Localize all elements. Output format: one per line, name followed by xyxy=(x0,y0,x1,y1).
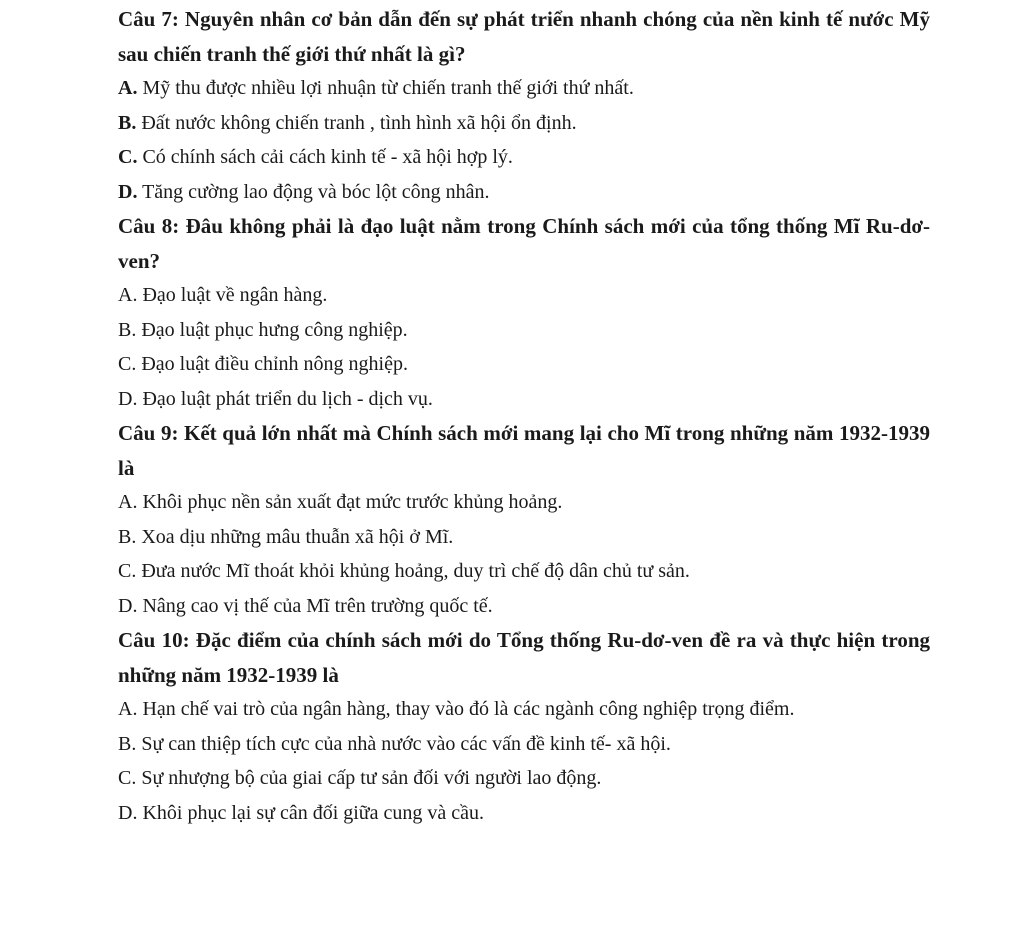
option-text: Xoa dịu những mâu thuẫn xã hội ở Mĩ. xyxy=(136,525,454,548)
option-text: Mỹ thu được nhiều lợi nhuận từ chiến tranh thế giới thứ nhất. xyxy=(137,77,634,99)
option-letter: C. xyxy=(118,560,137,582)
answer-option-b[interactable] xyxy=(118,313,930,348)
option-letter: C. xyxy=(118,146,138,168)
answer-option-a[interactable] xyxy=(118,71,930,106)
answer-option-a[interactable] xyxy=(118,278,930,313)
option-text: Đạo luật điều chỉnh nông nghiệp. xyxy=(136,353,408,375)
answer-option-d[interactable] xyxy=(118,589,930,624)
question-title: Câu 7: Nguyên nhân cơ bản dẫn đến sự phát triển nhanh chóng của nền kinh tế nước Mỹ sau chiến tranh thế giới thứ nhất là gì? xyxy=(118,7,930,66)
quiz-document xyxy=(118,2,930,830)
question-10 xyxy=(118,623,930,830)
answer-option-d[interactable] xyxy=(118,175,930,210)
answer-option-d[interactable] xyxy=(118,382,930,417)
option-letter: B. xyxy=(118,525,137,548)
option-letter: A. xyxy=(118,284,138,306)
question-7 xyxy=(118,2,930,209)
option-text: Đạo luật về ngân hàng. xyxy=(137,284,328,306)
option-text: Có chính sách cải cách kinh tế - xã hội hợp lý. xyxy=(137,146,513,168)
option-letter: A. xyxy=(118,698,138,720)
option-text: Đạo luật phục hưng công nghiệp. xyxy=(136,318,408,341)
answer-option-c[interactable] xyxy=(118,761,930,796)
option-text: Sự can thiệp tích cực của nhà nước vào các vấn đề kinh tế- xã hội. xyxy=(136,732,671,755)
option-letter: B. xyxy=(118,732,137,755)
option-letter: D. xyxy=(118,387,138,410)
option-letter: C. xyxy=(118,767,137,789)
question-title: Câu 9: Kết quả lớn nhất mà Chính sách mới mang lại cho Mĩ trong những năm 1932-1939 là xyxy=(118,421,930,480)
answer-option-b[interactable] xyxy=(118,727,930,762)
answer-option-c[interactable] xyxy=(118,554,930,589)
answer-option-d[interactable] xyxy=(118,796,930,831)
option-letter: A. xyxy=(118,77,138,99)
option-text: Đạo luật phát triển du lịch - dịch vụ. xyxy=(137,387,433,410)
option-letter: D. xyxy=(118,801,138,824)
option-text: Đất nước không chiến tranh , tình hình xã hội ổn định. xyxy=(136,111,577,134)
question-9 xyxy=(118,416,930,623)
answer-option-b[interactable] xyxy=(118,520,930,555)
option-letter: D. xyxy=(118,594,138,617)
question-8 xyxy=(118,209,930,416)
option-letter: A. xyxy=(118,491,138,513)
option-letter: D. xyxy=(118,180,138,203)
option-text: Hạn chế vai trò của ngân hàng, thay vào đó là các ngành công nghiệp trọng điểm. xyxy=(137,698,795,720)
option-text: Đưa nước Mĩ thoát khỏi khủng hoảng, duy trì chế độ dân chủ tư sản. xyxy=(136,560,690,582)
answer-option-c[interactable] xyxy=(118,140,930,175)
option-letter: B. xyxy=(118,111,137,134)
option-text: Tăng cường lao động và bóc lột công nhân. xyxy=(137,180,490,203)
answer-option-b[interactable] xyxy=(118,106,930,141)
option-text: Nâng cao vị thế của Mĩ trên trường quốc tế. xyxy=(137,594,493,617)
question-title: Câu 10: Đặc điểm của chính sách mới do Tổng thống Ru-dơ-ven đề ra và thực hiện trong những năm 1932-1939 là xyxy=(118,628,930,687)
option-letter: B. xyxy=(118,318,137,341)
option-text: Khôi phục nền sản xuất đạt mức trước khủng hoảng. xyxy=(137,491,563,513)
answer-option-c[interactable] xyxy=(118,347,930,382)
answer-option-a[interactable] xyxy=(118,692,930,727)
option-text: Khôi phục lại sự cân đối giữa cung và cầu. xyxy=(137,801,485,824)
option-letter: C. xyxy=(118,353,137,375)
option-text: Sự nhượng bộ của giai cấp tư sản đối với người lao động. xyxy=(136,767,602,789)
question-title: Câu 8: Đâu không phải là đạo luật nằm trong Chính sách mới của tổng thống Mĩ Ru-dơ-ven? xyxy=(118,214,930,273)
answer-option-a[interactable] xyxy=(118,485,930,520)
